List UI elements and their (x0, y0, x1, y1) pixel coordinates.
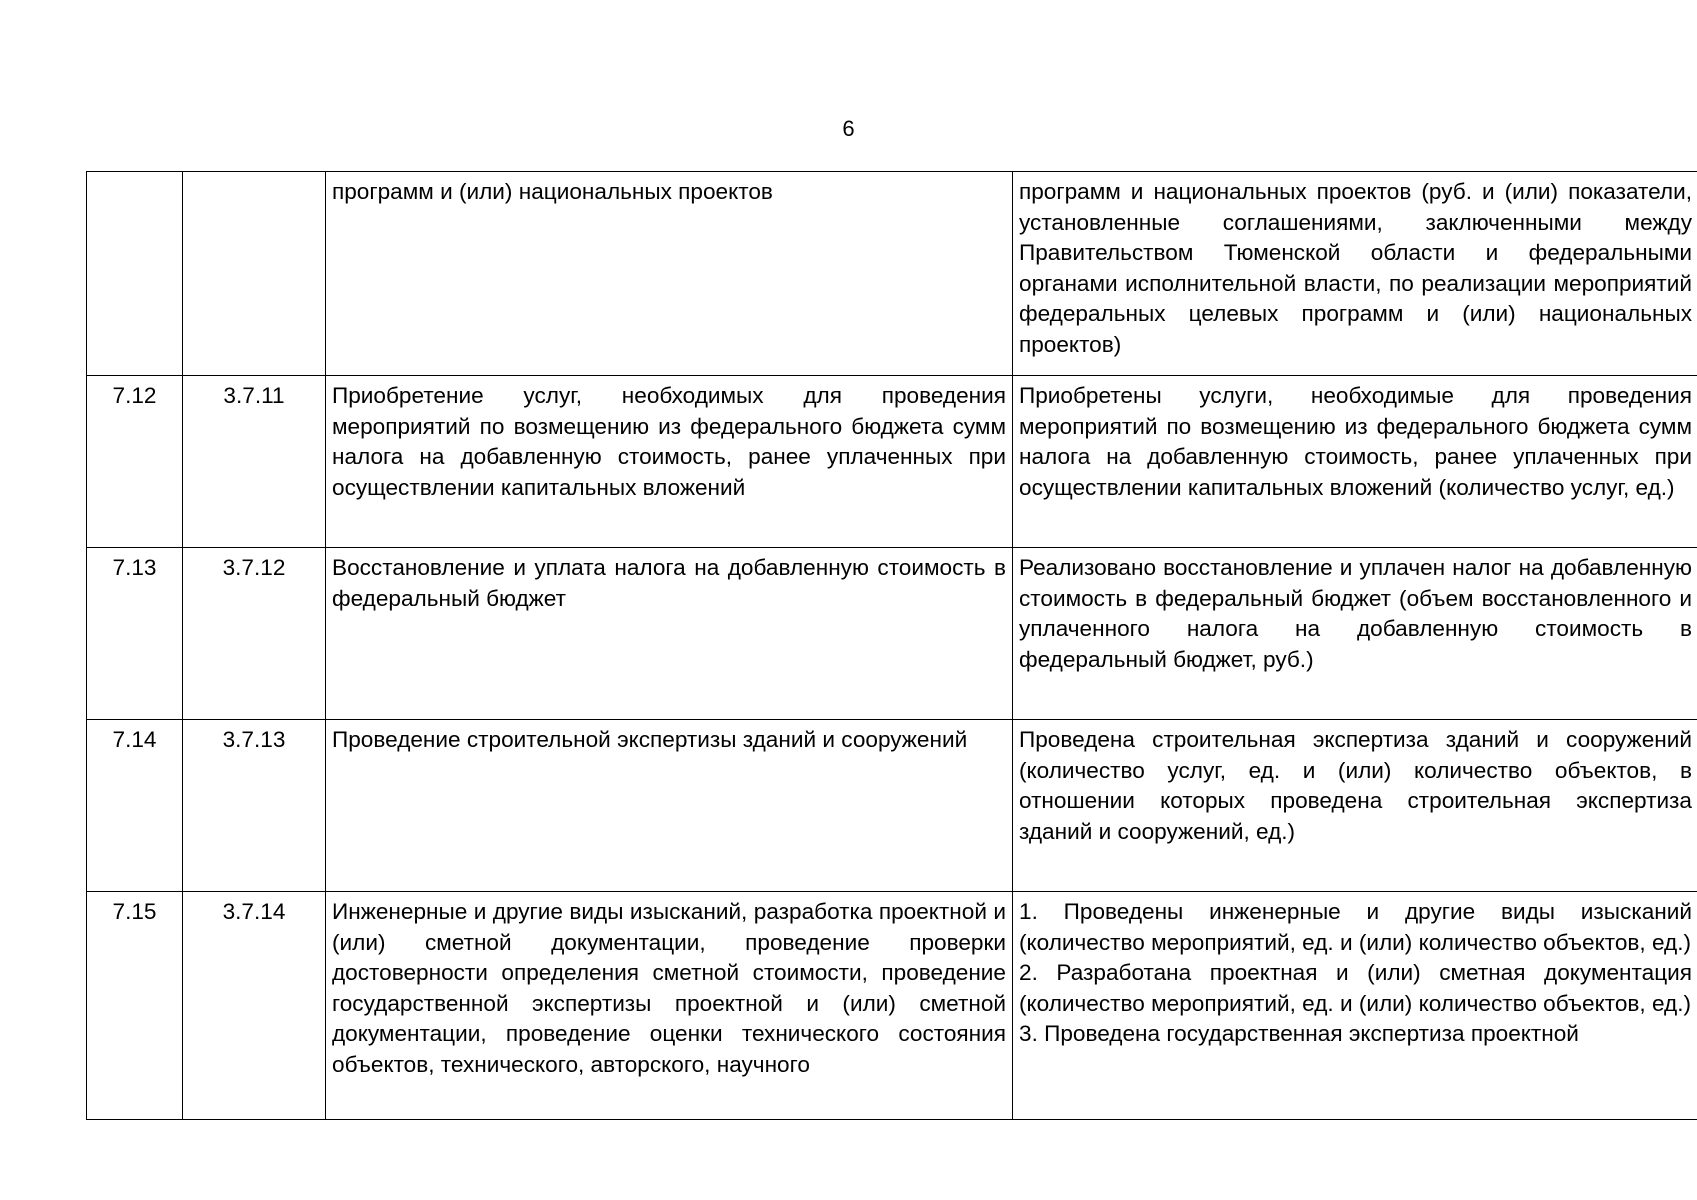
table-row (87, 172, 1697, 376)
document-table (86, 171, 1697, 1120)
result-text: Проведена строительная экспертиза зданий и сооружений (количество услуг, ед. и (или) количество объектов, в отношении которых проведена строительная экспертиза зданий и сооружений, ед.) (1019, 727, 1692, 844)
table-row (87, 720, 1697, 892)
activity-name-cell (326, 548, 1013, 720)
result-cell (1013, 548, 1697, 720)
row-number-cell: 7.14 (87, 720, 183, 892)
table-row (87, 892, 1697, 1120)
activity-name-text: Восстановление и уплата налога на добавленную стоимость в федеральный бюджет (332, 555, 1006, 611)
row-code-cell: 3.7.11 (183, 376, 326, 548)
row-number-cell (87, 172, 183, 376)
row-number-cell: 7.15 (87, 892, 183, 1120)
activity-name-text: Проведение строительной экспертизы зданий и сооружений (332, 727, 968, 752)
row-code-cell: 3.7.14 (183, 892, 326, 1120)
activity-name-text: Инженерные и другие виды изысканий, разработка проектной и (или) сметной документации, проведение проверки достоверности определения сметной стоимости, проведение государственной экспертизы проектной и (или) сметной документации, проведение оценки технического состояния объектов, технического, авторского, научного (332, 899, 1006, 1077)
row-code-cell (183, 172, 326, 376)
page-number: 6 (842, 116, 855, 141)
table-row (87, 548, 1697, 720)
activity-name-cell (326, 892, 1013, 1120)
activity-name-cell (326, 172, 1013, 376)
result-cell (1013, 720, 1697, 892)
row-code-cell: 3.7.13 (183, 720, 326, 892)
result-item-2: 2. Разработана проектная и (или) сметная документация (количество мероприятий, ед. и (или) количество объектов, ед.) (1019, 960, 1692, 1016)
activity-name-cell (326, 720, 1013, 892)
result-cell (1013, 892, 1697, 1120)
activity-name-text: программ и (или) национальных проектов (332, 179, 773, 204)
result-cell (1013, 172, 1697, 376)
result-text: Приобретены услуги, необходимые для проведения мероприятий по возмещению из федерального бюджета сумм налога на добавленную стоимость, ранее уплаченных при осуществлении капитальных вложений (количество услуг, ед.) (1019, 383, 1692, 500)
row-code-cell: 3.7.12 (183, 548, 326, 720)
row-number-cell: 7.13 (87, 548, 183, 720)
table-row (87, 376, 1697, 548)
result-cell (1013, 376, 1697, 548)
result-text: Реализовано восстановление и уплачен налог на добавленную стоимость в федеральный бюджет (объем восстановленного и уплаченного налога на добавленную стоимость в федеральный бюджет, руб.) (1019, 555, 1692, 672)
result-item-3: 3. Проведена государственная экспертиза проектной (1019, 1021, 1579, 1046)
activity-name-cell (326, 376, 1013, 548)
result-item-1: 1. Проведены инженерные и другие виды изысканий (количество мероприятий, ед. и (или) количество объектов, ед.) (1019, 899, 1692, 955)
result-text: программ и национальных проектов (руб. и (или) показатели, установленные соглашениями, заключенными между Правительством Тюменской области и федеральными органами исполнительной власти, по реализации мероприятий федеральных целевых программ и (или) национальных проектов) (1019, 179, 1692, 357)
activity-name-text: Приобретение услуг, необходимых для проведения мероприятий по возмещению из федерального бюджета сумм налога на добавленную стоимость, ранее уплаченных при осуществлении капитальных вложений (332, 383, 1006, 500)
row-number-cell: 7.12 (87, 376, 183, 548)
